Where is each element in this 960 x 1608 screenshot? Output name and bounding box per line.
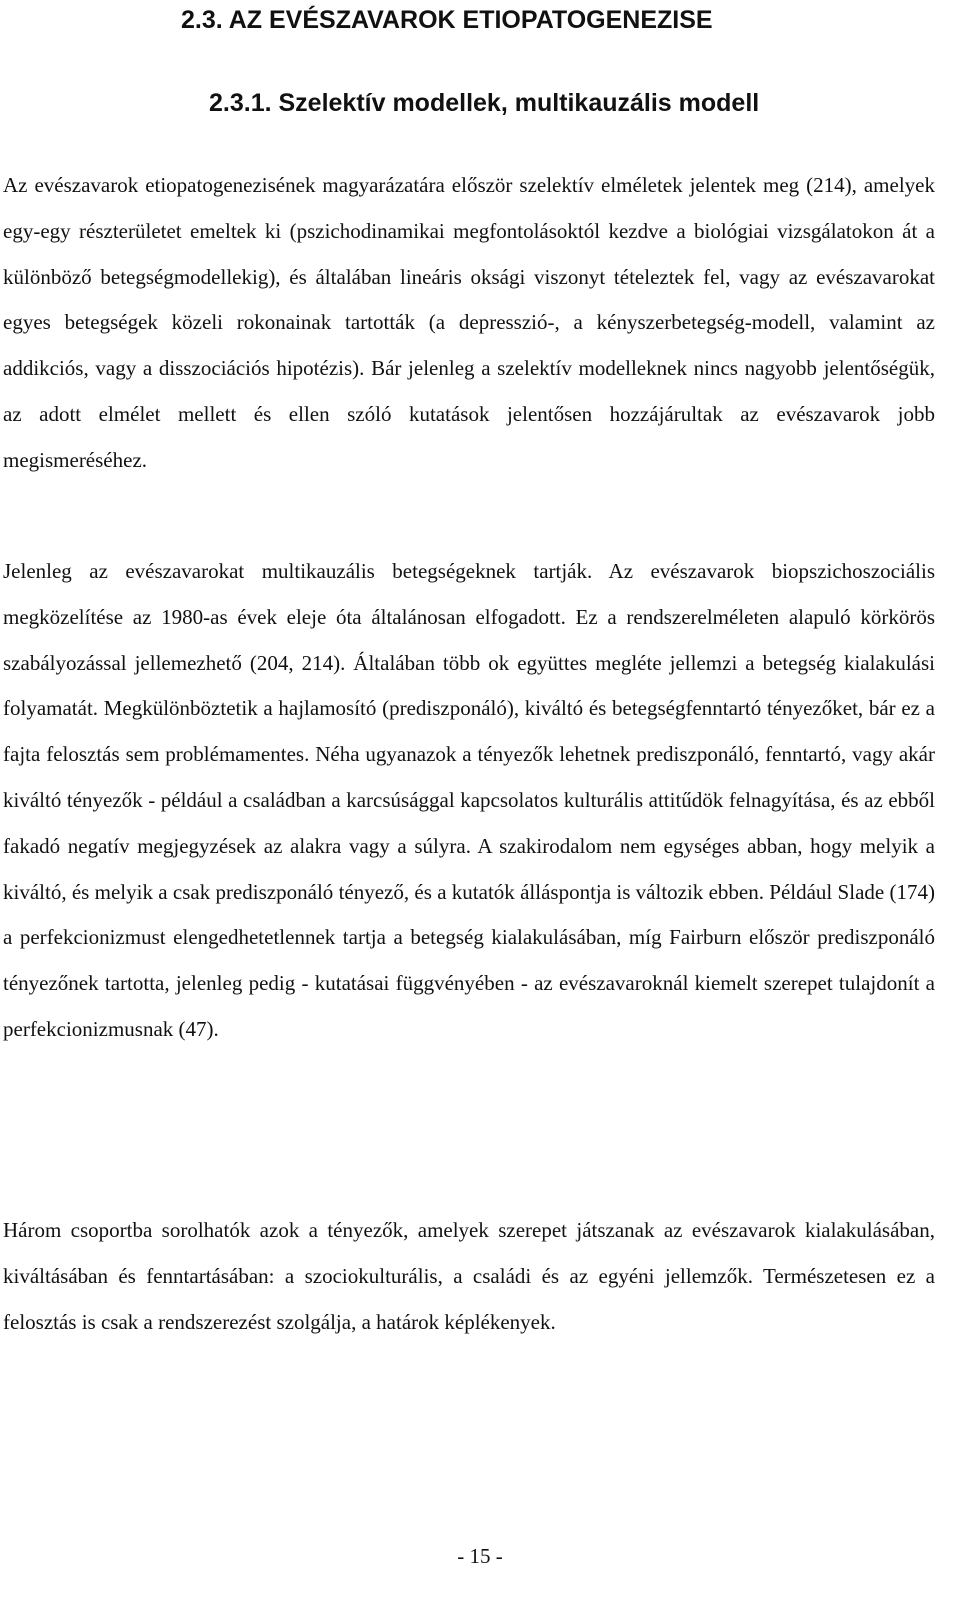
subsection-heading: 2.3.1. Szelektív modellek, multikauzális modell bbox=[209, 89, 760, 117]
page-number: - 15 - bbox=[457, 1544, 503, 1568]
paragraph-factor-groups: Három csoportba sorolhatók azok a tényezők, amelyek szerepet játszanak az evészavarok kialakulásában, kiváltásában és fenntartásában: a szociokulturális, a családi és az egyéni jellemzők. Természetesen ez a felosztás is csak a rendszerezést szolgálja, a határok képlékenyek. bbox=[3, 1218, 935, 1334]
paragraph-multicausal-model: Jelenleg az evészavarokat multikauzális betegségeknek tartják. Az evészavarok biopszichoszociális megközelítése az 1980-as évek eleje óta általánosan elfogadott. Ez a rendszerelméleten alapuló körkörös szabályozással jellemezhető (204, 214). Általában több ok együttes megléte jellemzi a betegség kialakulási folyamatát. Megkülönböztetik a hajlamosító (prediszponáló), kiváltó és betegségfenntartó tényezőket, bár ez a fajta felosztás sem problémamentes. Néha ugyanazok a tényezők lehetnek prediszponáló, fenntartó, vagy akár kiváltó tényezők - például a családban a karcsúsággal kapcsolatos kulturális attitűdök felnagyítása, és az ebből fakadó negatív megjegyzések az alakra vagy a súlyra. A szakirodalom nem egységes abban, hogy melyik a kiváltó, és melyik a csak prediszponáló tényező, és a kutatók álláspontja is változik ebben. Például Slade (174) a perfekcionizmust elengedhetetlennek tartja a betegség kialakulásában, míg Fairburn először prediszponáló tényezőnek tartotta, jelenleg pedig - kutatásai függvényében - az evészavaroknál kiemelt szerepet tulajdonít a perfekcionizmusnak (47). bbox=[3, 559, 935, 1041]
paragraph-selective-models: Az evészavarok etiopatogenezisének magyarázatára először szelektív elméletek jelentek meg (214), amelyek egy-egy részterületet emeltek ki (pszichodinamikai megfontolásoktól kezdve a biológiai vizsgálatokon át a különböző betegségmodellekig), és általában lineáris oksági viszonyt tételeztek fel, vagy az evészavarokat egyes betegségek közeli rokonainak tartották (a depresszió-, a kényszerbetegség-modell, valamint az addikciós, vagy a disszociációs hipotézis). Bár jelenleg a szelektív modelleknek nincs nagyobb jelentőségük, az adott elmélet mellett és ellen szóló kutatások jelentősen hozzájárultak az evészavarok jobb megismeréséhez. bbox=[3, 173, 935, 472]
section-heading: 2.3. AZ EVÉSZAVAROK ETIOPATOGENEZISE bbox=[181, 6, 713, 34]
